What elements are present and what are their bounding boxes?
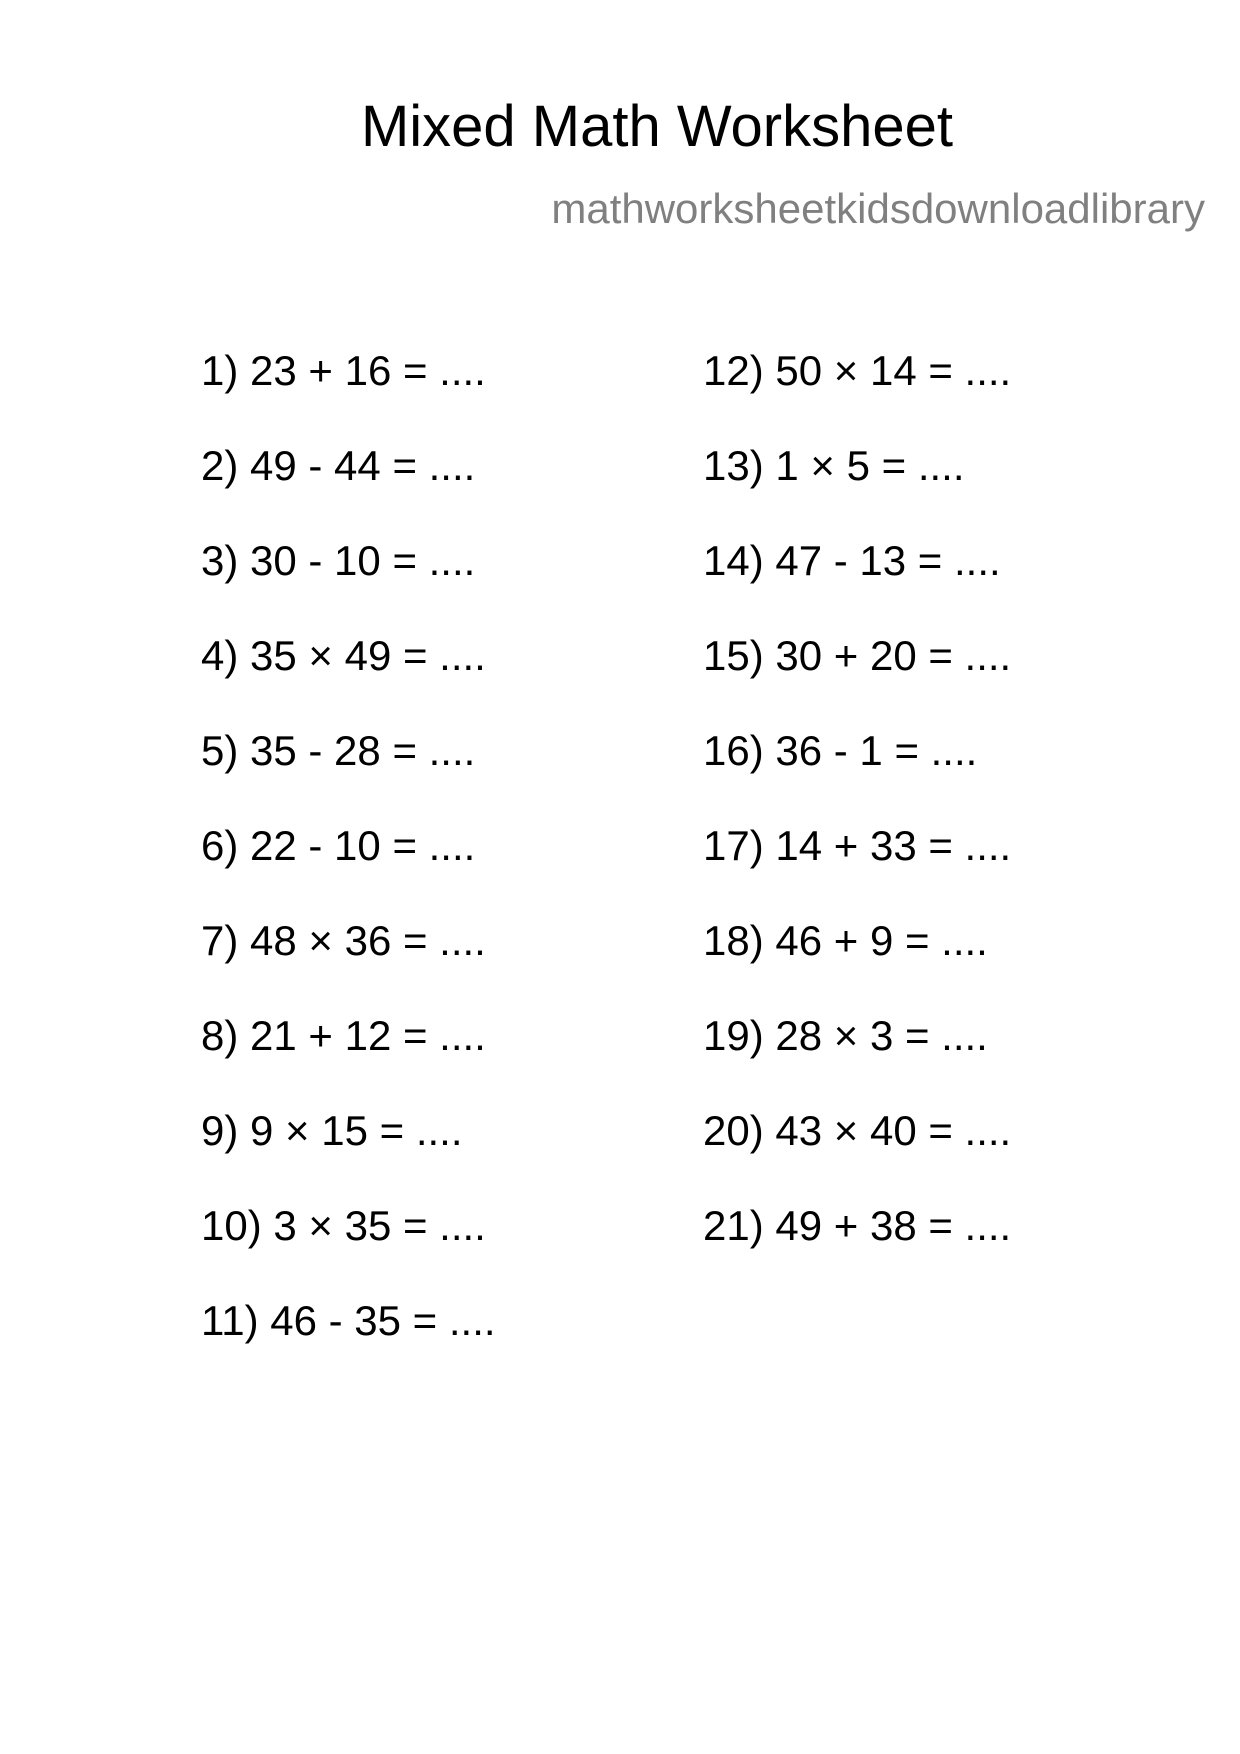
- problem-item: 4) 35 × 49 = ....: [201, 632, 486, 679]
- problem-item: 9) 9 × 15 = ....: [201, 1107, 463, 1154]
- problem-item: 1) 23 + 16 = ....: [201, 347, 486, 394]
- problem-item: 18) 46 + 9 = ....: [703, 917, 988, 964]
- problem-item: 6) 22 - 10 = ....: [201, 822, 476, 869]
- problem-column-right: [703, 347, 1012, 1300]
- problem-item: 3) 30 - 10 = ....: [201, 537, 476, 584]
- problem-item: 12) 50 × 14 = ....: [703, 347, 1012, 394]
- problem-item: 10) 3 × 35 = ....: [201, 1202, 486, 1249]
- problem-item: 14) 47 - 13 = ....: [703, 537, 1001, 584]
- problem-item: 17) 14 + 33 = ....: [703, 822, 1012, 869]
- problem-item: 16) 36 - 1 = ....: [703, 727, 978, 774]
- problem-item: 15) 30 + 20 = ....: [703, 632, 1012, 679]
- problem-item: 19) 28 × 3 = ....: [703, 1012, 988, 1059]
- problem-column-left: [201, 347, 496, 1395]
- problem-item: 5) 35 - 28 = ....: [201, 727, 476, 774]
- problem-item: 7) 48 × 36 = ....: [201, 917, 486, 964]
- watermark-text: mathworksheetkidsdownloadlibrary: [551, 185, 1205, 232]
- page-title: Mixed Math Worksheet: [360, 94, 954, 159]
- problem-item: 20) 43 × 40 = ....: [703, 1107, 1012, 1154]
- problem-item: 2) 49 - 44 = ....: [201, 442, 476, 489]
- problem-item: 13) 1 × 5 = ....: [703, 442, 965, 489]
- problem-item: 21) 49 + 38 = ....: [703, 1202, 1012, 1249]
- problem-item: 8) 21 + 12 = ....: [201, 1012, 486, 1059]
- problem-item: 11) 46 - 35 = ....: [201, 1297, 496, 1344]
